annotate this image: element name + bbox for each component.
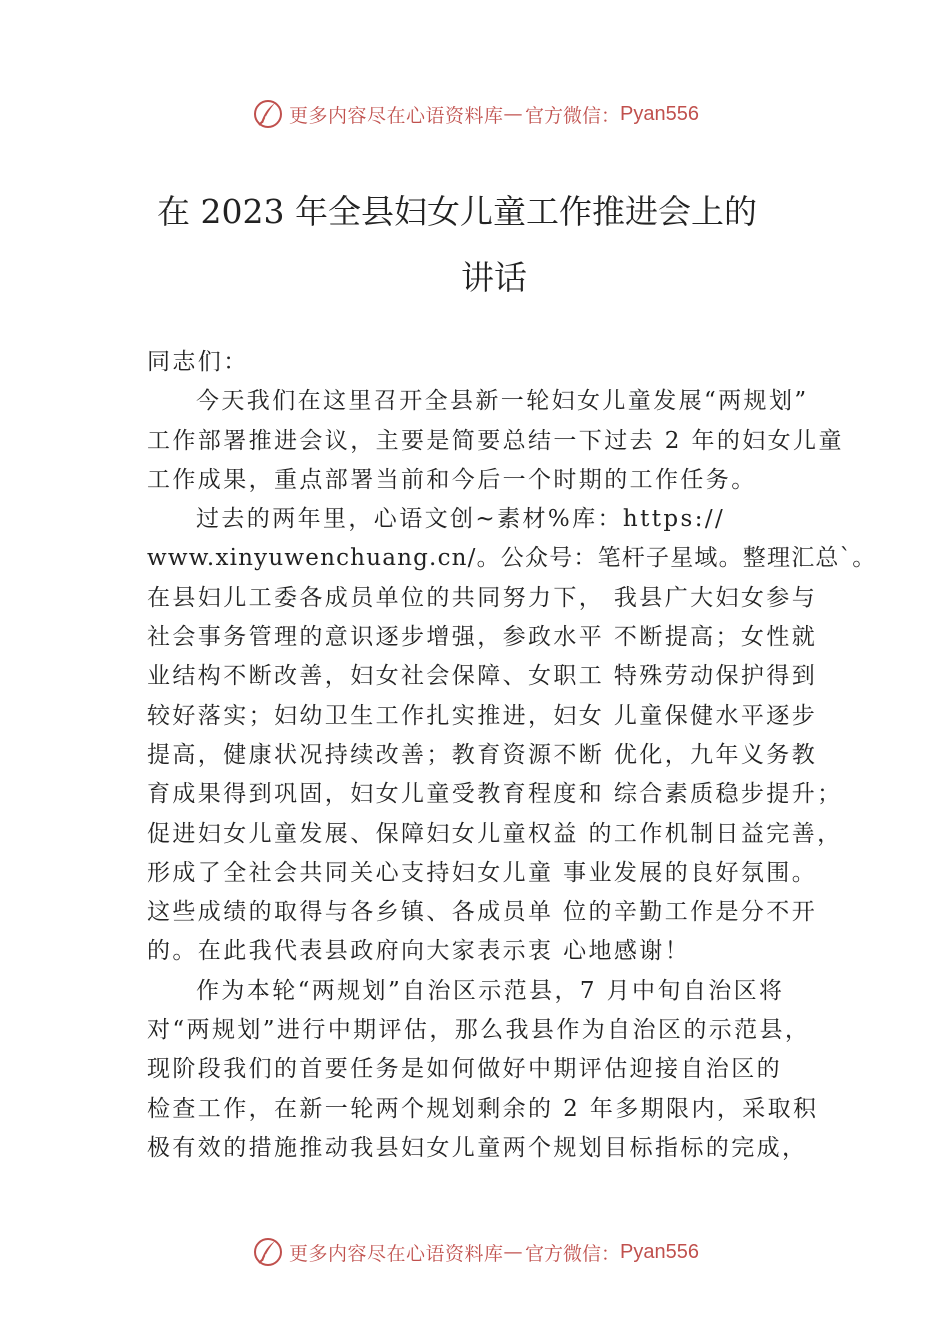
salutation: 同志们： xyxy=(147,349,249,375)
watermark-text: 更多内容尽在心语资料库 xyxy=(289,1242,504,1265)
feather-pen-logo-icon xyxy=(251,97,285,131)
paragraph-3-line-5: 极有效的措施推动我县妇女儿童两个规划目标指标的完成， xyxy=(147,1134,808,1161)
paragraph-3-line-1: 作为本轮“两规划”自治区示范县，7 月中旬自治区将 xyxy=(196,977,785,1004)
paragraph-1-line-1: 今天我们在这里召开全县新一轮妇女儿童发展“两规划” xyxy=(196,388,809,415)
paragraph-2-line-12: 的。在此我代表县政府向大家表示衷 心地感谢！ xyxy=(147,938,691,965)
paragraph-2-line-9: 促进妇女儿童发展、保障妇女儿童权益 的工作机制日益完善， xyxy=(147,820,843,847)
paragraph-1-line-2: 工作部署推进会议，主要是简要总结一下过去 2 年的妇女儿童 xyxy=(147,427,844,454)
paragraph-2-line-5: 业结构不断改善，妇女社会保障、女职工 特殊劳动保护得到 xyxy=(147,663,818,690)
watermark-text: 更多内容尽在心语资料库 xyxy=(289,104,504,127)
paragraph-3-line-2: 对“两规划”进行中期评估，那么我县作为自治区的示范县， xyxy=(147,1017,811,1044)
paragraph-3-line-4: 检查工作，在新一轮两个规划剩余的 2 年多期限内，采取积 xyxy=(147,1095,819,1122)
document-title-line-2: 讲话 xyxy=(461,258,527,297)
paragraph-2-line-2: www.xinyuwenchuang.cn/。公众号：笔杆子星域。整理汇总`。 xyxy=(147,545,877,572)
paragraph-2-line-6: 较好落实；妇幼卫生工作扎实推进，妇女 儿童保健水平逐步 xyxy=(147,702,818,729)
paragraph-2-line-7: 提高，健康状况持续改善；教育资源不断 优化，九年义务教 xyxy=(147,741,818,768)
document-title-line-1: 在 2023 年全县妇女儿童工作推进会上的 xyxy=(157,192,757,231)
document-body xyxy=(147,343,877,1168)
paragraph-2-line-4: 社会事务管理的意识逐步增强，参政水平 不断提高；女性就 xyxy=(147,624,818,651)
paragraph-1-line-3: 工作成果，重点部署当前和今后一个时期的工作任务。 xyxy=(147,466,757,493)
paragraph-2-line-8: 育成果得到巩固，妇女儿童受教育程度和 综合素质稳步提升； xyxy=(147,781,843,808)
paragraph-2-line-11: 这些成绩的取得与各乡镇、各成员单 位的辛勤工作是分不开 xyxy=(147,899,818,926)
watermark-header xyxy=(0,94,950,134)
paragraph-3-line-3: 现阶段我们的首要任务是如何做好中期评估迎接自治区的 xyxy=(147,1056,782,1083)
watermark-wechat-label: 官方微信： xyxy=(525,1242,621,1265)
paragraph-2-line-3: 在县妇儿工委各成员单位的共同努力下， 我县广大妇女参与 xyxy=(147,584,818,611)
watermark-footer xyxy=(0,1232,950,1272)
watermark-wechat-label: 官方微信： xyxy=(525,104,621,127)
paragraph-2-line-10: 形成了全社会共同关心支持妇女儿童 事业发展的良好氛围。 xyxy=(147,859,818,886)
watermark-wechat-id: Pyan556 xyxy=(620,1240,699,1263)
watermark-separator: — xyxy=(503,103,524,125)
watermark-separator: — xyxy=(503,1241,524,1263)
feather-pen-logo-icon xyxy=(251,1235,285,1269)
paragraph-2-line-1: 过去的两年里，心语文创~素材%库：https:// xyxy=(196,506,726,533)
watermark-wechat-id: Pyan556 xyxy=(620,102,699,125)
